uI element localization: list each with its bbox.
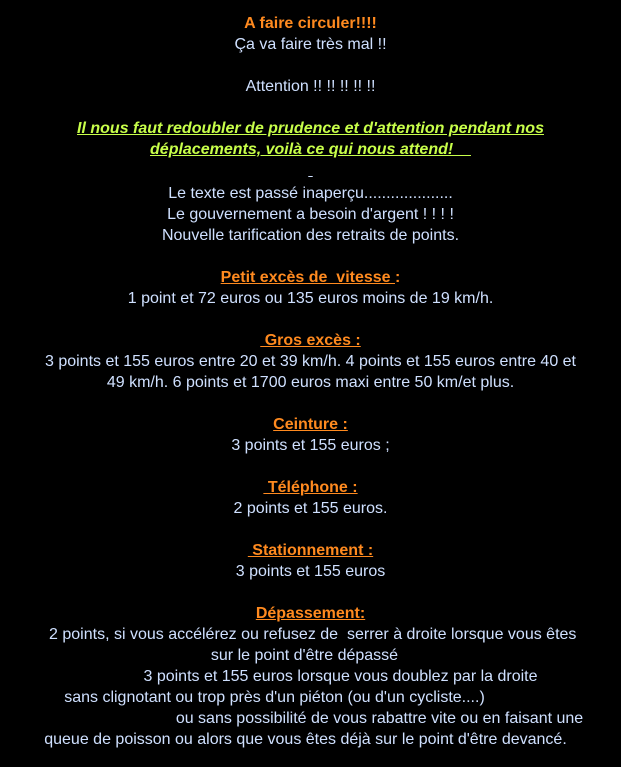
title: A faire circuler!!!! <box>244 15 377 32</box>
section-stationnement-text: 3 points et 155 euros <box>235 563 386 580</box>
intro-line-2: Le gouvernement a besoin d'argent ! ! ! ! <box>167 206 454 223</box>
section-gros-text-1: 3 points et 155 euros entre 20 et 39 km/h. 4 points et 155 euros entre 40 et <box>44 353 576 370</box>
warning-line-1: Il nous faut redoubler de prudence et d'attention pendant nos <box>77 120 544 137</box>
section-depassement-text-4: sans clignotant ou trop près d'un piéton (ou d'un cycliste....) <box>64 689 485 706</box>
section-petit-text: 1 point et 72 euros ou 135 euros moins de 19 km/h. <box>127 290 494 307</box>
intro-line-3: Nouvelle tarification des retraits de points. <box>161 227 460 244</box>
section-gros-heading: Gros excès : <box>260 332 361 349</box>
attention-line: Attention !! !! !! !! !! <box>245 78 376 95</box>
heading-colon: : <box>395 269 401 286</box>
section-depassement-text-6: queue de poisson ou alors que vous êtes déjà sur le point d'être devancé. <box>44 731 567 748</box>
section-ceinture-text: 3 points et 155 euros ; <box>231 437 390 454</box>
underline-mark <box>0 160 621 181</box>
section-telephone-heading: Téléphone : <box>263 479 358 496</box>
section-ceinture-heading: Ceinture : <box>273 416 348 433</box>
warning-line-2: déplacements, voilà ce qui nous attend! <box>150 141 471 158</box>
section-depassement-text-3: 3 points et 155 euros lorsque vous doublez par la droite <box>143 668 538 685</box>
subtitle: Ça va faire très mal !! <box>234 36 387 53</box>
heading-text: Petit excès de vitesse <box>220 269 395 286</box>
section-gros-text-2: 49 km/h. 6 points et 1700 euros maxi entre 50 km/et plus. <box>106 374 515 391</box>
section-depassement-text-5: ou sans possibilité de vous rabattre vite ou en faisant une <box>175 710 584 727</box>
section-telephone-text: 2 points et 155 euros. <box>233 500 388 517</box>
section-depassement-text-1: 2 points, si vous accélérez ou refusez de serrer à droite lorsque vous êtes <box>44 626 577 643</box>
section-stationnement-heading: Stationnement : <box>247 542 374 559</box>
section-petit-heading <box>0 267 621 288</box>
section-depassement-heading: Dépassement: <box>255 605 366 622</box>
intro-line-1: Le texte est passé inaperçu.................... <box>168 185 453 202</box>
section-depassement-text-2: sur le point d'être dépassé <box>210 647 399 664</box>
